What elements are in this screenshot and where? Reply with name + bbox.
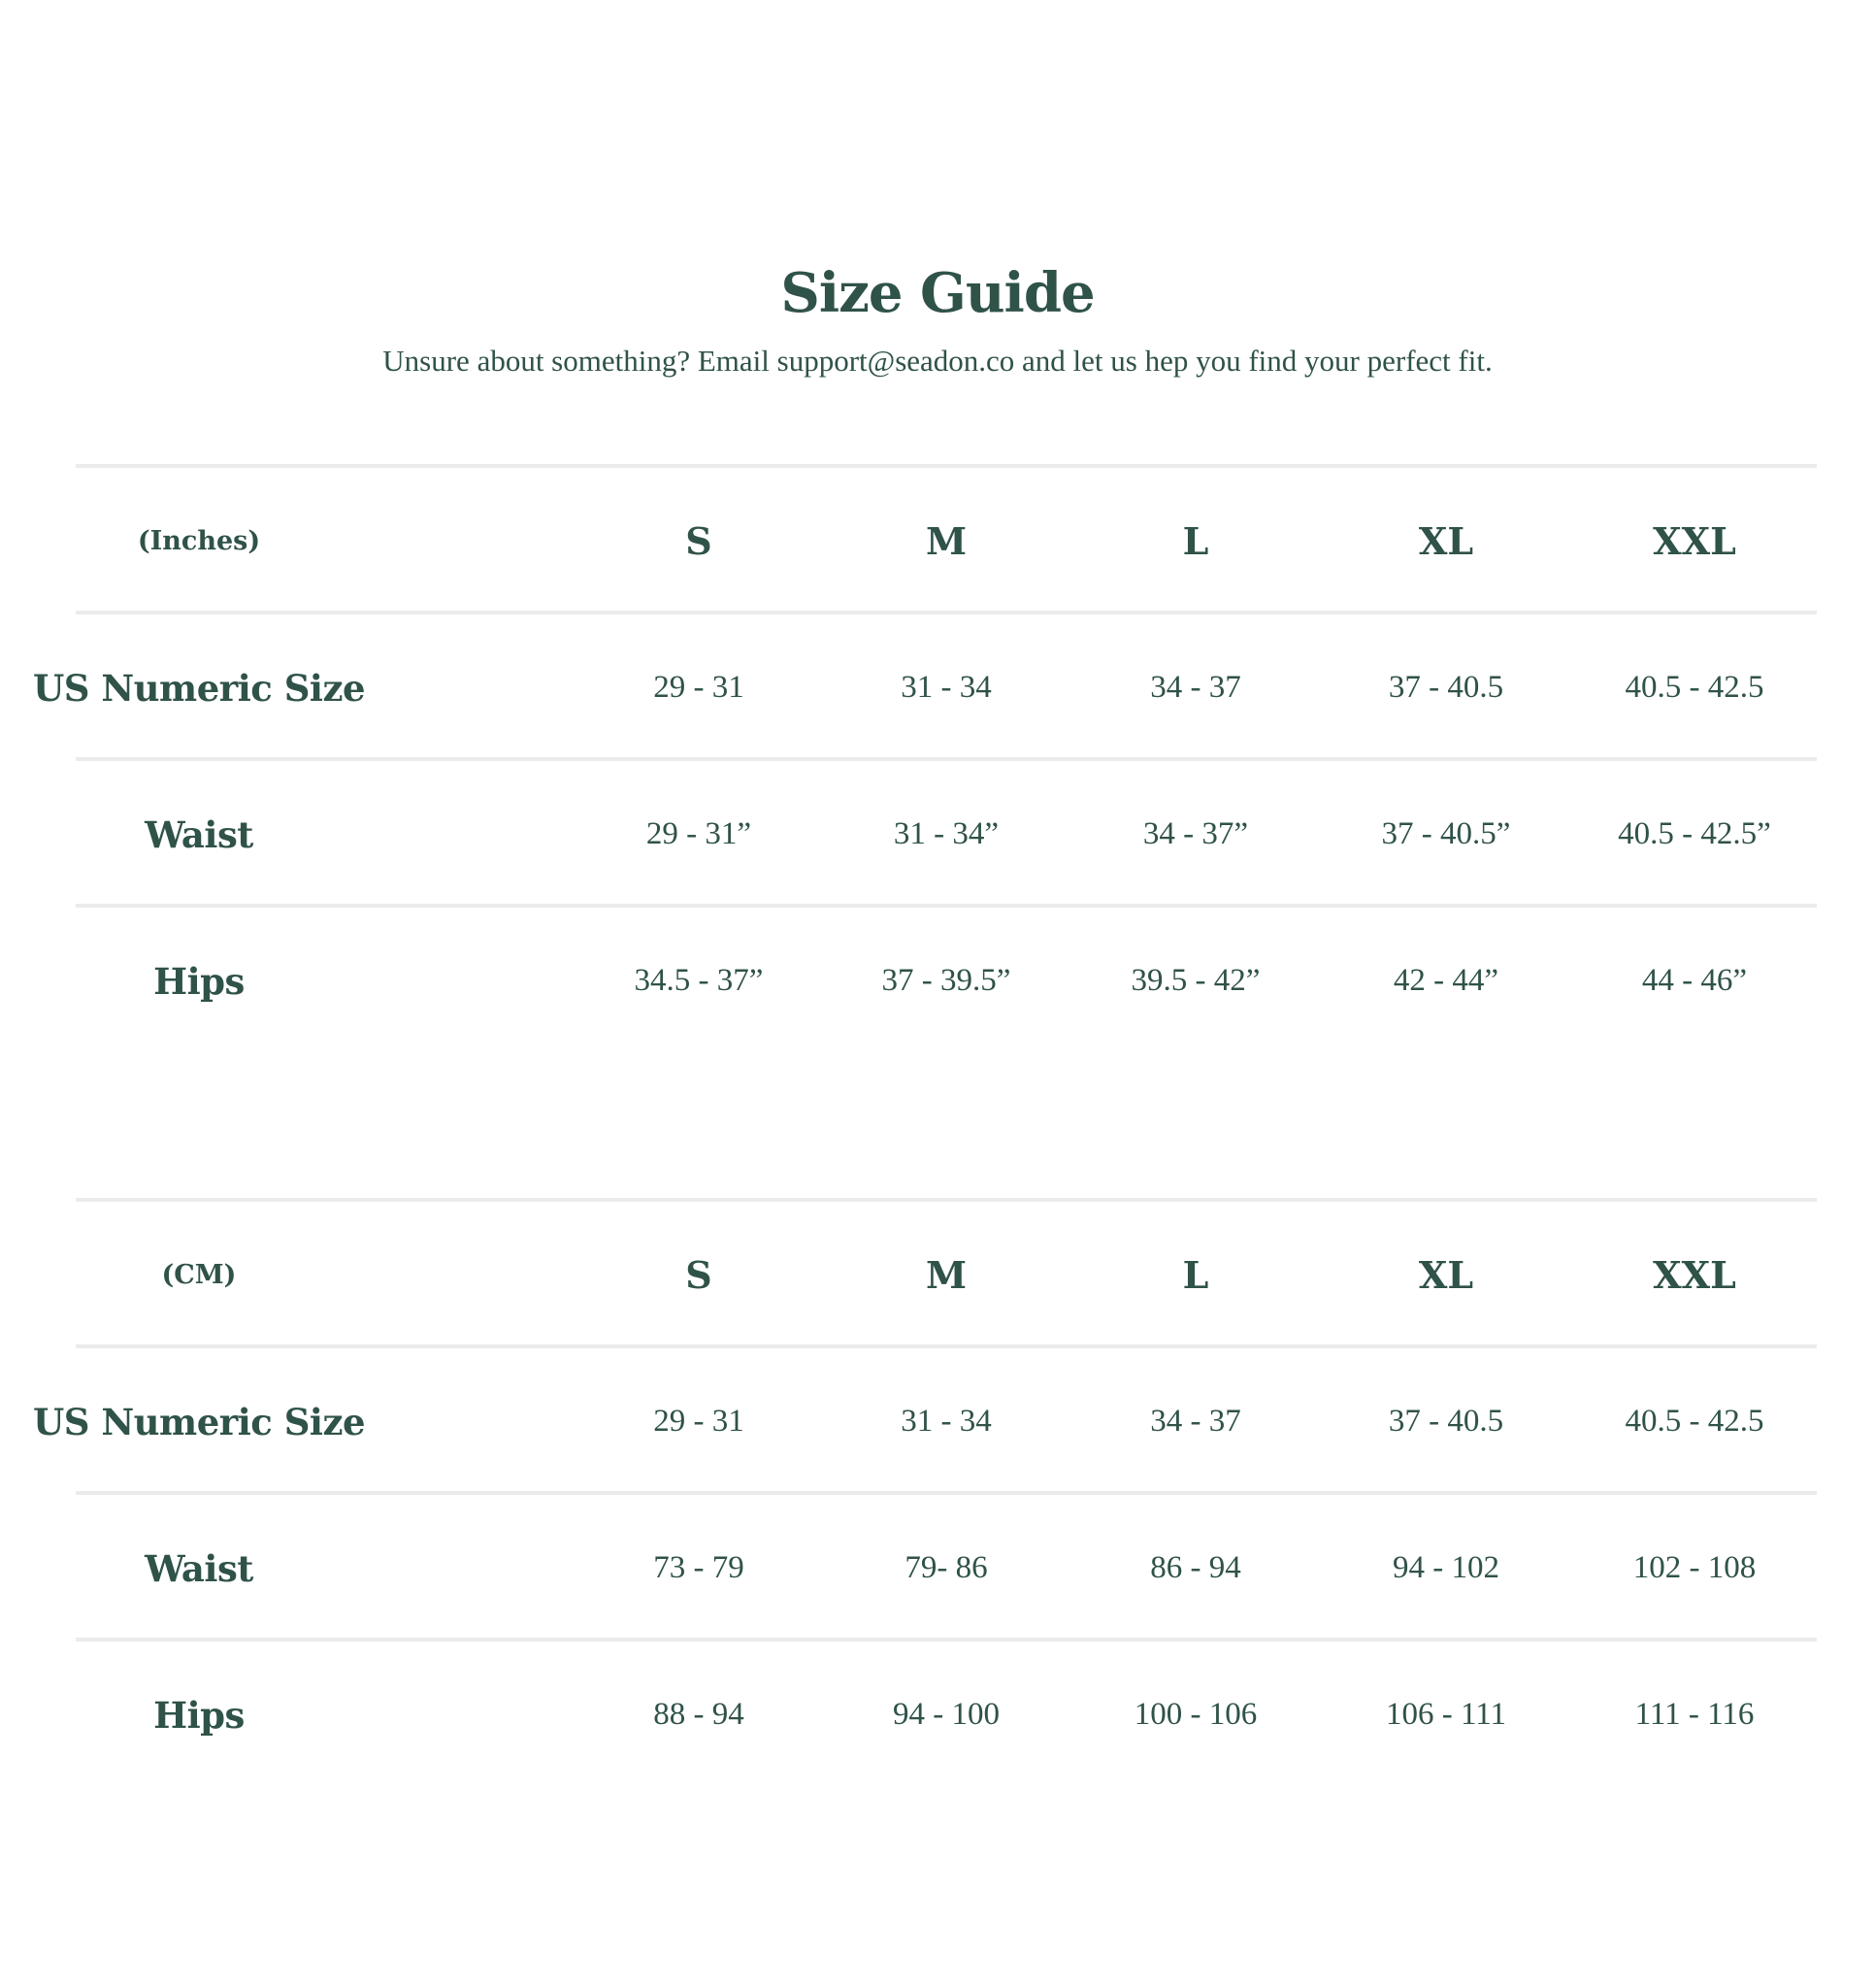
page-header bbox=[0, 254, 1875, 382]
table-cell: 39.5 - 42” bbox=[1131, 963, 1261, 998]
unit-label: (CM) bbox=[161, 1260, 237, 1290]
page-title: Size Guide bbox=[780, 261, 1095, 325]
table-cell: 29 - 31 bbox=[653, 670, 744, 705]
table-cell: 79- 86 bbox=[905, 1550, 988, 1585]
table-cell: 42 - 44” bbox=[1393, 963, 1499, 998]
table-cell: 34.5 - 37” bbox=[634, 963, 764, 998]
size-header: L bbox=[1182, 1253, 1209, 1297]
table-cell: 34 - 37 bbox=[1150, 1404, 1241, 1439]
size-header: S bbox=[685, 1253, 712, 1297]
table-cell: 31 - 34” bbox=[893, 816, 1000, 851]
table-cell: 73 - 79 bbox=[653, 1550, 744, 1585]
table-row bbox=[0, 614, 1875, 761]
row-label: US Numeric Size bbox=[32, 666, 366, 710]
table-row bbox=[0, 908, 1875, 1054]
size-header: S bbox=[685, 519, 712, 563]
table-cell: 40.5 - 42.5 bbox=[1625, 1404, 1764, 1439]
table-row bbox=[0, 1495, 1875, 1641]
size-header: L bbox=[1182, 519, 1209, 563]
table-cell: 37 - 40.5 bbox=[1388, 1404, 1504, 1439]
table-cell: 86 - 94 bbox=[1150, 1550, 1241, 1585]
table-row bbox=[0, 1641, 1875, 1788]
table-cell: 44 - 46” bbox=[1641, 963, 1748, 998]
unit-label: (Inches) bbox=[137, 526, 261, 556]
table-cell: 37 - 40.5 bbox=[1388, 670, 1504, 705]
table-cell: 94 - 102 bbox=[1393, 1550, 1499, 1585]
table-cell: 31 - 34 bbox=[901, 1404, 992, 1439]
table-cell: 34 - 37 bbox=[1150, 670, 1241, 705]
table-cell: 31 - 34 bbox=[901, 670, 992, 705]
size-header: XXL bbox=[1653, 519, 1736, 563]
table-cell: 100 - 106 bbox=[1134, 1697, 1258, 1732]
table-cell: 111 - 116 bbox=[1634, 1697, 1755, 1732]
table-header-row bbox=[0, 468, 1875, 614]
table-row bbox=[0, 761, 1875, 908]
table-cell: 29 - 31 bbox=[653, 1404, 744, 1439]
table-cell: 88 - 94 bbox=[653, 1697, 744, 1732]
row-label: Hips bbox=[153, 1693, 245, 1737]
row-label: Waist bbox=[145, 1546, 253, 1590]
row-label: Waist bbox=[145, 812, 253, 856]
table-cell: 40.5 - 42.5 bbox=[1625, 670, 1764, 705]
table-cell: 34 - 37” bbox=[1142, 816, 1249, 851]
table-cell: 37 - 39.5” bbox=[881, 963, 1011, 998]
table-cell: 37 - 40.5” bbox=[1381, 816, 1511, 851]
size-header: XL bbox=[1418, 1253, 1474, 1297]
size-header: XXL bbox=[1653, 1253, 1736, 1297]
table-row bbox=[0, 1348, 1875, 1495]
table-cell: 94 - 100 bbox=[893, 1697, 1000, 1732]
size-header: M bbox=[925, 519, 968, 563]
row-label: US Numeric Size bbox=[32, 1400, 366, 1443]
size-header: M bbox=[925, 1253, 968, 1297]
size-header: XL bbox=[1418, 519, 1474, 563]
table-cell: 40.5 - 42.5” bbox=[1618, 816, 1771, 851]
table-cell: 102 - 108 bbox=[1632, 1550, 1757, 1585]
table-cell: 106 - 111 bbox=[1385, 1697, 1507, 1732]
page-subtitle: Unsure about something? Email support@seadon.co and let us hep you find your perfect fit. bbox=[382, 344, 1493, 378]
row-label: Hips bbox=[153, 959, 245, 1003]
table-header-row bbox=[0, 1202, 1875, 1348]
table-cell: 29 - 31” bbox=[645, 816, 752, 851]
